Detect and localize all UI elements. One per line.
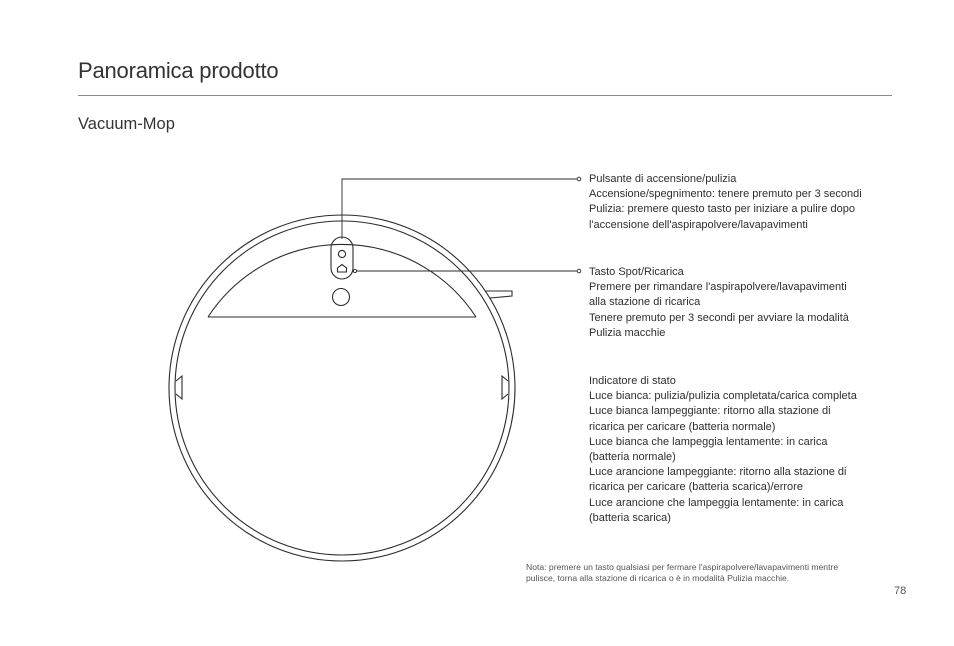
- robot-outer-body: [169, 215, 515, 561]
- power-button-callout: [589, 172, 862, 233]
- callout-text: Luce arancione lampeggiante: ritorno alla stazione di: [589, 466, 847, 479]
- power-leader-end-dot: [577, 177, 581, 181]
- spot-button-callout: [589, 265, 849, 341]
- footnote-line: pulisce, torna alla stazione di ricarica o è in modalità Pulizia macchie.: [526, 572, 790, 583]
- footnote-line: Nota: premere un tasto qualsiasi per fermare l'aspirapolvere/lavapavimenti mentre: [526, 562, 839, 572]
- right-bumper-notch: [502, 376, 508, 399]
- callout-text: alla stazione di ricarica: [589, 296, 701, 309]
- callout-text: Luce bianca che lampeggia lentamente: in carica: [589, 435, 828, 448]
- callout-text: (batteria scarica): [589, 511, 671, 524]
- callout-text: ricarica per caricare (batteria normale): [589, 420, 776, 433]
- callout-text: l'accensione dell'aspirapolvere/lavapavimenti: [589, 218, 808, 231]
- footnote: [526, 562, 838, 583]
- callout-text: Pulizia macchie: [589, 326, 666, 339]
- left-bumper-notch: [176, 376, 182, 399]
- callout-text: Luce bianca: pulizia/pulizia completata/carica completa: [589, 390, 857, 403]
- side-brush: [486, 291, 512, 298]
- page-number: 78: [894, 585, 907, 597]
- status-indicator-callout: [589, 374, 857, 526]
- section-title: Vacuum-Mop: [78, 115, 175, 133]
- callout-heading: Pulsante di accensione/pulizia: [589, 173, 737, 185]
- callout-text: ricarica per caricare (batteria scarica)/errore: [589, 481, 803, 494]
- power-button-leader: [342, 179, 578, 239]
- spot-leader-start-dot: [353, 269, 356, 272]
- callout-text: Premere per rimandare l'aspirapolvere/lavapavimenti: [589, 281, 847, 294]
- callout-text: Luce arancione che lampeggia lentamente: in carica: [589, 496, 844, 509]
- callout-text: (batteria normale): [589, 451, 676, 464]
- callout-text: Accensione/spegnimento: tenere premuto per 3 secondi: [589, 188, 862, 201]
- callout-text: Tenere premuto per 3 secondi per avviare la modalità: [589, 311, 849, 324]
- callout-heading: Tasto Spot/Ricarica: [589, 266, 684, 278]
- page-title: Panoramica prodotto: [78, 58, 279, 83]
- callout-text: Luce bianca lampeggiante: ritorno alla stazione di: [589, 405, 831, 418]
- power-button-icon: [338, 250, 345, 257]
- home-button-icon: [338, 265, 347, 273]
- laser-sensor: [333, 289, 350, 306]
- callout-text: Pulizia: premere questo tasto per iniziare a pulire dopo: [589, 203, 855, 216]
- robot-top-cover: [208, 244, 476, 317]
- callout-heading: Indicatore di stato: [589, 375, 676, 387]
- spot-leader-end-dot: [577, 269, 581, 273]
